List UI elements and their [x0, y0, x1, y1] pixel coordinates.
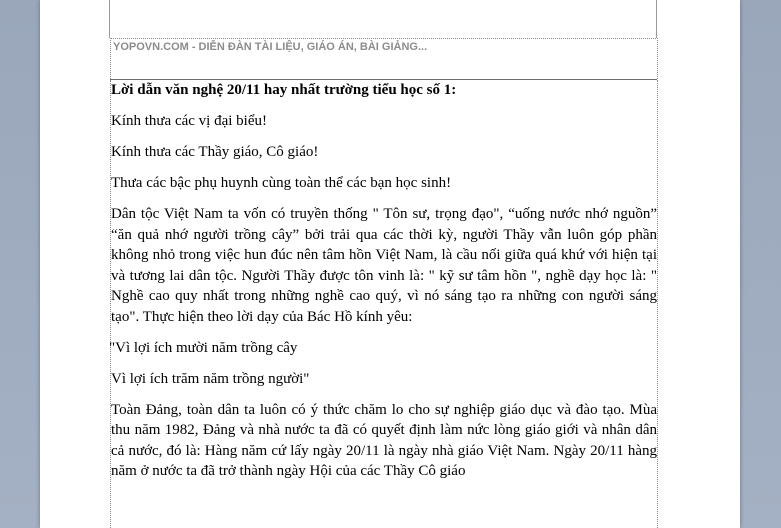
crop-mark-top-right-v [656, 0, 657, 38]
paragraph: Toàn Đảng, toàn dân ta luôn có ý thức chăm lo cho sự nghiệp giáo dục và đào tạo. Mùa thu năm 1982, Đảng và nhà nước ta đã có quyết định làm nức lòng giáo giới và nhân dân cả nước, đó là: Hàng năm cứ lấy ngày 20/11 là ngày nhà giáo Việt Nam. Ngày 20/11 hàng năm ở nước ta đã trở thành ngày Hội của các Thầy Cô giáo [111, 401, 657, 479]
paragraph: Vì lợi ích trăm năm trồng người" [111, 370, 310, 387]
paragraph: Dân tộc Việt Nam ta vốn có truyền thống " Tôn sư, trọng đạo", “uống nước nhớ nguồn” “ăn quả nhớ người trồng cây” bởi trải qua các thời kỳ, người Thầy vẫn luôn góp phần không nhỏ trong việc hun đúc nên tâm hồn Việt Nam, là cầu nối giữa quá khứ với hiện tại và tương lai dân tộc. Người Thầy được tôn vinh là: " kỹ sư tâm hồn ", nghề dạy học là: " Nghề cao quy nhất trong những nghề cao quý, vì nó sáng tạo ra những con người sáng tạo". Thực hiện theo lời dạy của Bác Hồ kính yêu: [111, 206, 657, 325]
paragraph: Kính thưa các Thầy giáo, Cô giáo! [111, 144, 319, 160]
document-page[interactable] [40, 0, 740, 528]
page-header-area[interactable] [110, 38, 658, 79]
paragraph: Thưa các bậc phụ huynh cùng toàn thể các bạn học sinh! [111, 175, 452, 191]
document-title: Lời dẫn văn nghệ 20/11 hay nhất trường tiểu học số 1: [111, 82, 457, 98]
page-header-text: YOPOVN.COM - DIỄN ĐÀN TÀI LIỆU, GIÁO ÁN, BÀI GIẢNG... [113, 41, 428, 53]
document-body[interactable] [111, 80, 657, 492]
paragraph: Kính thưa các vị đại biểu! [111, 113, 267, 129]
paragraph: "Vì lợi ích mười năm trồng cây [109, 339, 298, 356]
crop-mark-top-left-v [109, 0, 110, 38]
